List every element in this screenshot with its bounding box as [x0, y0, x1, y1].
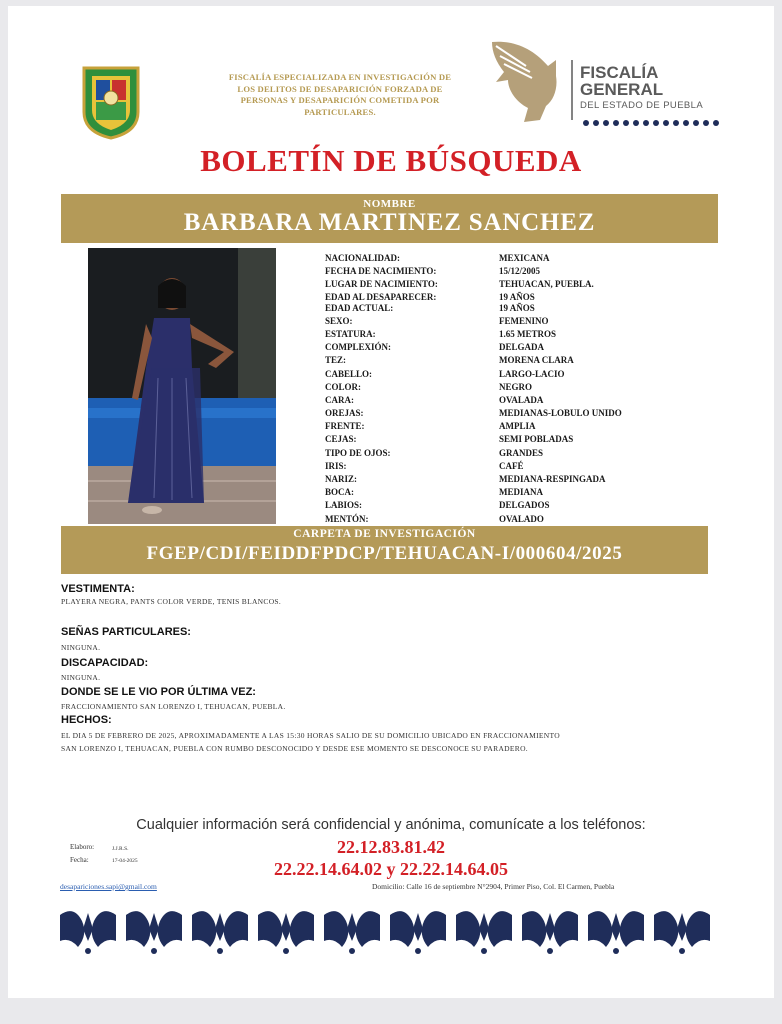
detail-row: TEZ: MORENA CLARA — [325, 355, 574, 366]
case-file-number: FGEP/CDI/FEIDDFPDCP/TEHUACAN-I/000604/2025 — [146, 543, 623, 564]
warrior-head-icon — [492, 42, 557, 122]
detail-row: CEJAS: SEMI POBLADAS — [325, 434, 574, 445]
case-file-banner — [61, 526, 708, 574]
detail-row: SEXO: FEMENINO — [325, 315, 549, 326]
prosecutor-office-heading: FISCALÍA ESPECIALIZADA EN INVESTIGACIÓN DE LOS DELITOS DE DESAPARICIÓN FORZADA DE PERSONAS Y DESAPARICIÓN COMETIDA POR PARTICULARES. — [228, 72, 452, 117]
details-list — [325, 252, 699, 526]
logo-subtitle: DEL ESTADO DE PUEBLA — [580, 100, 704, 111]
detail-row: EDAD AL DESAPARECER: 19 AÑOS — [325, 291, 535, 302]
elaboro-label: Elaboro: — [70, 843, 95, 851]
disability-heading: DISCAPACIDAD: — [61, 657, 149, 669]
border-pattern-icon — [583, 120, 719, 126]
detail-row: OREJAS: MEDIANAS-LOBULO UNIDO — [325, 408, 622, 419]
detail-row: CARA: OVALADA — [325, 394, 544, 405]
facts-text: EL DIA 5 DE FEBRERO DE 2025, APROXIMADAMENTE A LAS 15:30 HORAS SALIO DE SU DOMICILIO UBICADO EN FRACCIONAMIENTO SAN LORENZO I, TEHUACAN, PUEBLA CON RUMBO DESCONOCIDO Y DESDE ESE MOMENTO SE DESCONOCE SU PARADERO. — [61, 731, 560, 753]
facts-heading: HECHOS: — [61, 714, 112, 726]
puebla-coat-of-arms-icon — [80, 64, 142, 140]
distinguishing-marks-heading: SEÑAS PARTICULARES: — [61, 626, 191, 638]
case-file-label: CARPETA DE INVESTIGACIÓN — [293, 528, 476, 540]
detail-row: LABIOS: DELGADOS — [325, 500, 550, 511]
detail-row: ESTATURA: 1.65 METROS — [325, 328, 557, 339]
detail-row: CABELLO: LARGO-LACIO — [325, 368, 565, 379]
elaboro-value: J.J.R.S. — [112, 846, 129, 852]
detail-row: IRIS: CAFÉ — [325, 460, 524, 471]
detail-row: LUGAR DE NACIMIENTO: TEHUACAN, PUEBLA. — [325, 279, 594, 290]
detail-row: EDAD ACTUAL: 19 AÑOS — [325, 302, 535, 313]
name-banner — [61, 194, 718, 243]
logo-title: FISCALÍA GENERAL — [580, 63, 664, 99]
contact-message: Cualquier información será confidencial y anónima, comunícate a los teléfonos: — [136, 817, 646, 833]
office-address: Domicilio: Calle 16 de septiembre N°2904, Primer Piso, Col. El Carmen, Puebla — [372, 882, 615, 891]
detail-row: FECHA DE NACIMIENTO: 15/12/2005 — [325, 266, 541, 277]
last-seen-text: FRACCIONAMIENTO SAN LORENZO I, TEHUACAN, PUEBLA. — [61, 702, 286, 711]
detail-row: BOCA: MEDIANA — [325, 487, 543, 498]
detail-row: TIPO DE OJOS: GRANDES — [325, 447, 544, 458]
last-seen-heading: DONDE SE LE VIO POR ÚLTIMA VEZ: — [61, 686, 256, 698]
talavera-pattern-icon — [58, 905, 718, 955]
distinguishing-marks-text: NINGUNA. — [61, 643, 101, 652]
contact-email-link[interactable]: desapariciones.sapi@gmail.com — [60, 882, 157, 891]
bulletin-title: BOLETÍN DE BÚSQUEDA — [200, 143, 582, 178]
phone-numbers-2[interactable]: 22.22.14.64.02 y 22.22.14.64.05 — [274, 859, 508, 879]
person-photo — [88, 248, 276, 524]
detail-row: COLOR: NEGRO — [325, 381, 533, 392]
fecha-value: 17-04-2025 — [112, 858, 138, 864]
clothing-heading: VESTIMENTA: — [61, 583, 135, 595]
detail-row: NACIONALIDAD: MEXICANA — [325, 253, 550, 263]
clothing-text: PLAYERA NEGRA, PANTS COLOR VERDE, TENIS BLANCOS. — [61, 597, 282, 606]
name-label: NOMBRE — [363, 198, 416, 210]
fecha-label: Fecha: — [70, 856, 89, 864]
detail-row: MENTÓN: OVALADO — [325, 513, 544, 524]
person-name: BARBARA MARTINEZ SANCHEZ — [183, 209, 596, 236]
detail-row: FRENTE: AMPLIA — [325, 421, 536, 432]
detail-row: NARIZ: MEDIANA-RESPINGADA — [325, 474, 606, 484]
disability-text: NINGUNA. — [61, 673, 101, 682]
phone-number-1[interactable]: 22.12.83.81.42 — [337, 837, 445, 857]
detail-row: COMPLEXIÓN: DELGADA — [325, 342, 545, 353]
